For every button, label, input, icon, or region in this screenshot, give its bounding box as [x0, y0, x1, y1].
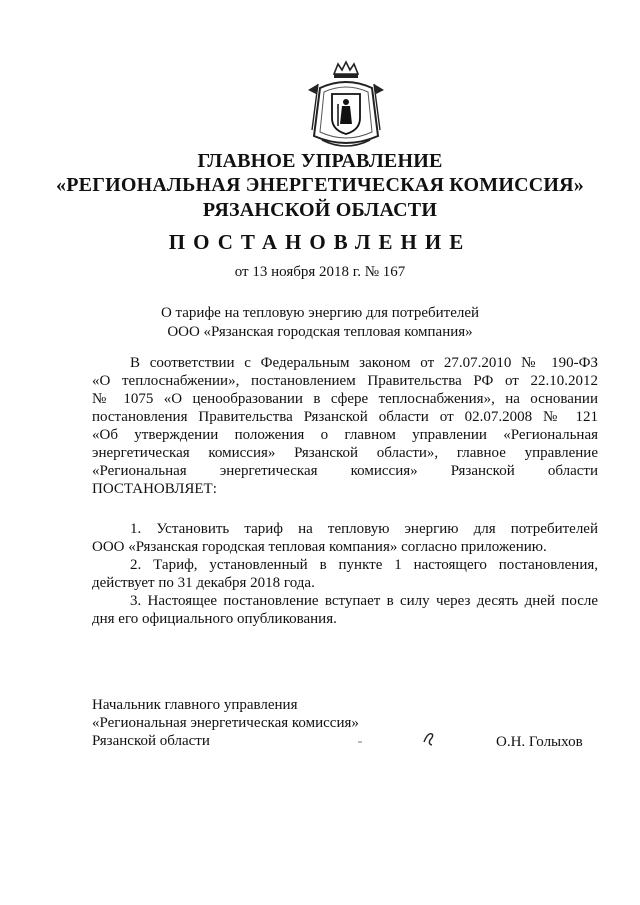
scan-speck	[358, 741, 362, 743]
subject-line: О тарифе на тепловую энергию для потребителей	[160, 305, 480, 321]
preamble-line: В соответствии с Федеральным законом от 27.07.2010 № 190-ФЗ	[130, 355, 598, 371]
header-org-line-2: «РЕГИОНАЛЬНАЯ ЭНЕРГЕТИЧЕСКАЯ КОМИССИЯ»	[56, 174, 584, 196]
preamble-line: ПОСТАНОВЛЯЕТ:	[92, 481, 217, 497]
preamble-line: «Об утверждении положения о главном управлении «Региональная	[92, 427, 598, 443]
paragraph-gap	[92, 498, 598, 520]
coat-of-arms-emblem	[298, 58, 394, 154]
document-type-title: ПОСТАНОВЛЕНИЕ	[168, 230, 472, 254]
signatory-position	[92, 696, 359, 750]
document-date-number: от 13 ноября 2018 г. № 167	[234, 264, 406, 280]
document-subject	[0, 304, 640, 342]
resolution-item-3-line: дня его официального опубликования.	[92, 611, 337, 627]
preamble-line: «О теплоснабжении», постановлением Правительства РФ от 22.10.2012	[92, 373, 598, 389]
resolution-item-2-line: 2. Тариф, установленный в пункте 1 настоящего постановления,	[130, 557, 598, 573]
signatory-name: О.Н. Голыхов	[496, 734, 583, 750]
preamble-line: № 1075 «О ценообразовании в сфере теплоснабжения», на основании	[92, 391, 598, 407]
preamble-line: постановления Правительства Рязанской области от 02.07.2008 № 121	[92, 409, 598, 425]
handwritten-signature-mark	[420, 728, 438, 748]
header-org-line-1: ГЛАВНОЕ УПРАВЛЕНИЕ	[197, 150, 443, 172]
resolution-item-2-line: действует по 31 декабря 2018 года.	[92, 575, 315, 591]
resolution-item-1-line: 1. Установить тариф на тепловую энергию для потребителей	[130, 521, 598, 537]
signatory-position-line: Начальник главного управления	[92, 697, 298, 713]
resolution-item-3-line: 3. Настоящее постановление вступает в силу через десять дней после	[130, 593, 598, 609]
resolution-item-1-line: ООО «Рязанская городская тепловая компания» согласно приложению.	[92, 539, 547, 555]
header-org-line-3: РЯЗАНСКОЙ ОБЛАСТИ	[202, 199, 438, 221]
document-body	[92, 354, 598, 628]
signatory-position-line: «Региональная энергетическая комиссия»	[92, 715, 359, 731]
preamble-line: «Региональная энергетическая комиссия» Рязанской области	[92, 463, 598, 479]
signatory-position-line: Рязанской области	[92, 733, 210, 749]
preamble-line: энергетическая комиссия» Рязанской области», главное управление	[92, 445, 598, 461]
subject-line: ООО «Рязанская городская тепловая компания»	[167, 324, 473, 340]
